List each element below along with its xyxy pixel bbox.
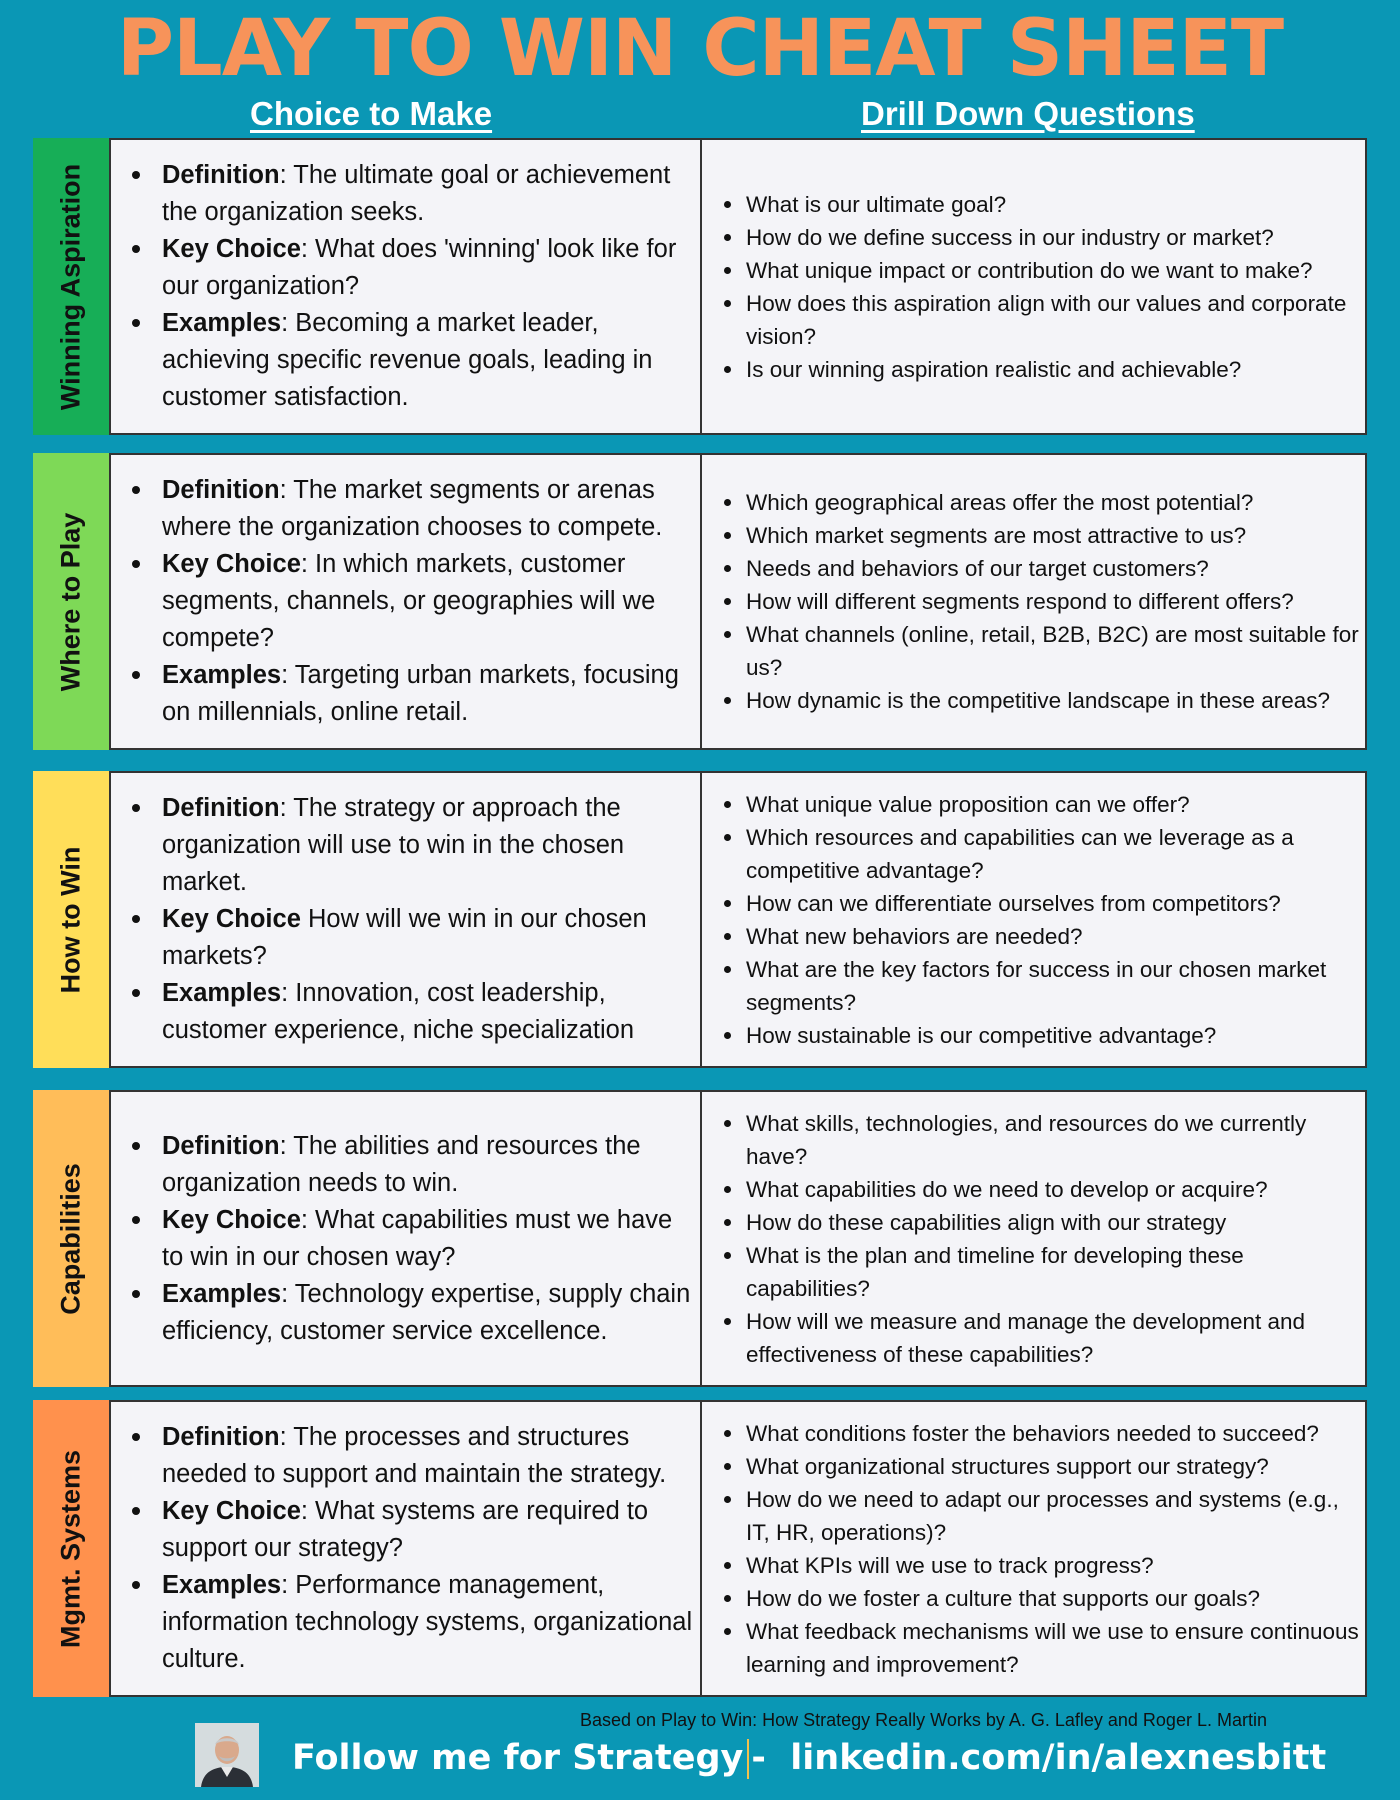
examples-item: Examples: Becoming a market leader, achieving specific revenue goals, leading in customer satisfaction.: [127, 305, 694, 416]
definition-item: Definition: The strategy or approach the organization will use to win in the chosen market.: [127, 790, 694, 901]
question-item: How do we need to adapt our processes and systems (e.g., IT, HR, operations)?: [720, 1483, 1361, 1549]
choice-cell: [109, 1090, 701, 1387]
question-item: What conditions foster the behaviors needed to succeed?: [720, 1417, 1361, 1450]
examples-item: Examples: Technology expertise, supply chain efficiency, customer service excellence.: [127, 1276, 694, 1350]
question-item: What unique value proposition can we offer?: [720, 788, 1361, 821]
key-choice-item: Key Choice: What does 'winning' look like for our organization?: [127, 231, 694, 305]
question-item: Which market segments are most attractive to us?: [720, 519, 1361, 552]
question-item: How does this aspiration align with our values and corporate vision?: [720, 287, 1361, 353]
examples-item: Examples: Targeting urban markets, focusing on millennials, online retail.: [127, 657, 694, 731]
row-tab-winning-aspiration: [33, 138, 109, 435]
question-item: What skills, technologies, and resources do we currently have?: [720, 1107, 1361, 1173]
question-item: Which geographical areas offer the most potential?: [720, 486, 1361, 519]
examples-item: Examples: Performance management, information technology systems, organizational culture.: [127, 1567, 694, 1678]
column-header-drill-down: Drill Down Questions: [861, 95, 1195, 132]
question-item: Which resources and capabilities can we leverage as a competitive advantage?: [720, 821, 1361, 887]
question-item: What new behaviors are needed?: [720, 920, 1361, 953]
question-item: How sustainable is our competitive advantage?: [720, 1019, 1361, 1052]
key-choice-item: Key Choice How will we win in our chosen markets?: [127, 901, 694, 975]
row-tab-where-to-play: [33, 453, 109, 750]
definition-item: Definition: The ultimate goal or achievement the organization seeks.: [127, 157, 694, 231]
question-item: What KPIs will we use to track progress?: [720, 1549, 1361, 1582]
drill-down-cell: [701, 138, 1367, 435]
drill-down-cell: [701, 771, 1367, 1068]
row-label: Winning Aspiration: [55, 163, 86, 410]
key-choice-item: Key Choice: What capabilities must we have to win in our chosen way?: [127, 1202, 694, 1276]
question-item: How will we measure and manage the development and effectiveness of these capabilities?: [720, 1305, 1361, 1371]
question-item: What is the plan and timeline for developing these capabilities?: [720, 1239, 1361, 1305]
question-item: Is our winning aspiration realistic and achievable?: [720, 353, 1361, 386]
drill-down-cell: [701, 453, 1367, 750]
question-item: What is our ultimate goal?: [720, 188, 1361, 221]
question-item: What organizational structures support our strategy?: [720, 1450, 1361, 1483]
text-cursor-divider: [747, 1739, 749, 1779]
question-item: What are the key factors for success in our chosen market segments?: [720, 953, 1361, 1019]
question-item: How do these capabilities align with our strategy: [720, 1206, 1361, 1239]
question-item: What channels (online, retail, B2B, B2C) are most suitable for us?: [720, 618, 1361, 684]
follow-separator: -: [751, 1738, 766, 1778]
row-how-to-win: [33, 771, 1367, 1068]
drill-down-cell: [701, 1400, 1367, 1697]
question-item: How can we differentiate ourselves from competitors?: [720, 887, 1361, 920]
definition-item: Definition: The processes and structures needed to support and maintain the strategy.: [127, 1419, 694, 1493]
follow-text: Follow me for Strategy: [292, 1738, 744, 1778]
choice-cell: [109, 138, 701, 435]
question-item: How do we define success in our industry or market?: [720, 221, 1361, 254]
definition-item: Definition: The abilities and resources the organization needs to win.: [127, 1128, 694, 1202]
choice-cell: [109, 1400, 701, 1697]
question-item: What feedback mechanisms will we use to ensure continuous learning and improvement?: [720, 1615, 1361, 1681]
question-item: What unique impact or contribution do we want to make?: [720, 254, 1361, 287]
row-tab-how-to-win: [33, 771, 109, 1068]
row-tab-capabilities: [33, 1090, 109, 1387]
row-mgmt-systems: [33, 1400, 1367, 1697]
question-item: How dynamic is the competitive landscape in these areas?: [720, 684, 1361, 717]
person-icon: [195, 1723, 259, 1787]
row-label: How to Win: [55, 846, 86, 993]
author-avatar: [195, 1723, 259, 1787]
follow-banner: [292, 1735, 1326, 1781]
definition-item: Definition: The market segments or arenas where the organization chooses to compete.: [127, 472, 694, 546]
question-item: How do we foster a culture that supports our goals?: [720, 1582, 1361, 1615]
column-header-choice: Choice to Make: [250, 95, 493, 132]
row-capabilities: [33, 1090, 1367, 1387]
row-label: Capabilities: [55, 1162, 86, 1315]
row-tab-mgmt-systems: [33, 1400, 109, 1697]
examples-item: Examples: Innovation, cost leadership, customer experience, niche specialization: [127, 975, 694, 1049]
row-label: Where to Play: [55, 512, 86, 691]
key-choice-item: Key Choice: What systems are required to support our strategy?: [127, 1493, 694, 1567]
question-item: What capabilities do we need to develop or acquire?: [720, 1173, 1361, 1206]
question-item: Needs and behaviors of our target customers?: [720, 552, 1361, 585]
choice-cell: [109, 453, 701, 750]
row-label: Mgmt. Systems: [55, 1449, 86, 1648]
choice-cell: [109, 771, 701, 1068]
key-choice-item: Key Choice: In which markets, customer segments, channels, or geographies will we compete?: [127, 546, 694, 657]
linkedin-link[interactable]: linkedin.com/in/alexnesbitt: [790, 1738, 1327, 1778]
source-citation: Based on Play to Win: How Strategy Really Works by A. G. Lafley and Roger L. Martin: [580, 1710, 1267, 1730]
row-where-to-play: [33, 453, 1367, 750]
question-item: How will different segments respond to different offers?: [720, 585, 1361, 618]
page-title: PLAY TO WIN CHEAT SHEET: [116, 4, 1284, 94]
drill-down-cell: [701, 1090, 1367, 1387]
row-winning-aspiration: [33, 138, 1367, 435]
